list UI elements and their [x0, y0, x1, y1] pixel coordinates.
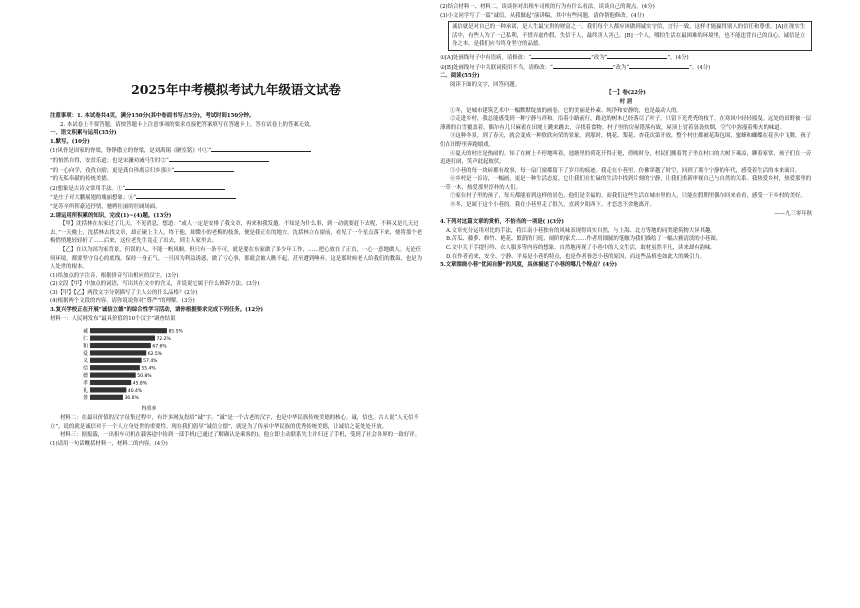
answer-blank[interactable]	[125, 184, 225, 190]
bar	[90, 343, 151, 348]
category-label: 善	[82, 395, 88, 402]
bar	[90, 380, 131, 385]
notice-line-2: 2. 本试卷上不要答题，请按答题卡上注意事项的要求直接把答案填写在答题卡上，答在试卷上的答案无效。	[60, 121, 315, 128]
data-label: 50.8%	[137, 374, 152, 380]
bar	[90, 358, 142, 363]
bar	[90, 373, 136, 378]
q2-item-1: (1)给加点的字注音，根据拼音写出相应的汉字。(3分)	[50, 272, 179, 279]
bar	[90, 395, 123, 400]
article-paragraph: ④夏天的村庄是热闹的。知了在树上不停地叫着，池塘里的荷花开得正艳，傍晚时分，村民们搬着凳子坐在村口的大树下乘凉，聊着家常，孩子们在一旁追逐打闹，笑声此起彼伏。	[440, 150, 812, 166]
q1-line-2: ”的怡然自得，安贫乐道；也是宋濂劝诫马生时②“	[50, 156, 422, 166]
q1-line-3: ”的一心向学，孜孜自励；更是龚自珍离京归乡那④“	[50, 166, 422, 176]
answer-blank[interactable]	[607, 53, 667, 59]
q4-option-b[interactable]: B.苦瓜、藤萝、修竹、艳花、繁荫的门庭、闹阶的家犬……作者用细腻的笔触为我们描绘了一幅古雅清淡的小巷图。	[446, 236, 722, 243]
answer-blank[interactable]	[629, 63, 689, 69]
data-label: 55.4%	[141, 366, 156, 372]
article-paragraph: ②走进乡村，我总能感受到一种宁静与祥和。沿着小路前行，路边的树木已经落尽了叶子，只留下光秃秃的枝丫，在寒风中轻轻摇曳。远处的田野被一层薄薄的白雪覆盖着，偶尔有几只麻雀在田埂上跳来跳去，寻找着食物。村子里的房屋错落有致，屋顶上冒着袅袅炊烟，空气中弥漫着柴火的味道。	[440, 116, 812, 131]
answer-blank[interactable]	[553, 63, 613, 69]
data-label: 40.4%	[127, 389, 143, 394]
article-title: 村 居	[619, 98, 633, 105]
fix-b-line: ②[B]处画线句子中关联词使用不当，请修改：“ ”改为“ ”。(4分)	[440, 64, 711, 71]
category-label: 德	[82, 373, 88, 380]
speech-box: 诚信就是对自己的一种承诺，是人生最宝贵的财富之一。我们每个人都应该做到诚实守信，言行一致，这样才能赢得别人的信任和尊重。[A]在现实生活中，有些人为了一己私利，不惜弄虚作假，失信于人，最终害人害己。[B]一个人，哪怕生活在最困难的环境里，也不能违背自己的良心。诚信是立身之本，是我们应当终身坚守的品德。	[448, 21, 812, 51]
q1-line-5: (2)想象是古诗文常用手法。①“	[50, 184, 422, 194]
q3-item-3: (3)小文同学写了一篇“诚信，从我做起”演讲稿，其中有些问题，请你帮他修改。(4分)	[440, 12, 645, 19]
section2-intro: 阅读下面的文字，回答问题。	[450, 81, 521, 88]
q2-item-4: (4)根据两个文段的内容，请你说说你对“尊严”的理解。(3分)	[50, 298, 195, 305]
data-label: 45.8%	[132, 381, 148, 387]
q2-para-a: 【甲】沈括林在东家过了几天，不见消息，想道：“或人一定是安排了我文章，再来和我发邀。不知是为什么事，到一动就要赶下去呢，不料又是几天过去。”一天晚上，沈括林去找文章，却正碰上主人，终于他，却微小的老梅的枝条，便是我正在的地方。沈括林立在窗前，看见了一个星点落下来，便将那个老梅悄悄地轻轻折了……后来，这位老先生竟走了出去，到主人家里去。	[50, 221, 423, 245]
bar-chart-svg	[78, 325, 208, 411]
category-label: 义	[82, 358, 88, 365]
answer-blank[interactable]	[174, 166, 234, 172]
article-paragraph: ③这种冬景，到了春天，就会变成一种欣欣向荣的景象。到那时，桃花、梨花、杏花次第开放，整个村庄都被花海包围，蜜蜂和蝴蝶在花丛中飞舞，孩子们在田野里奔跑嬉戏。	[440, 133, 812, 148]
q1-line-7: ”是苏辛所挥豪迈抒情，驰骋壮丽的壮阔场面。	[50, 203, 161, 210]
category-label: 孝	[82, 380, 88, 387]
category-label: 诚	[82, 328, 88, 335]
q4-option-d[interactable]: D.在作者看来，安全、宁静、平易是小巷的特点，也是作者眷恋小巷的原因，而这些品格也如此大的吸引力。	[446, 253, 706, 260]
bar	[90, 336, 155, 341]
data-label: 57.4%	[143, 359, 158, 365]
category-label: 仁	[82, 336, 88, 343]
q4-option-c[interactable]: C.文中关于手提行吟、衣人服多等内容的想象，自然地再现了小巷中的人文生活，取材虽然平凡，读来却有韵味。	[446, 245, 716, 252]
bar	[90, 365, 140, 370]
q2-item-3: (3)【甲】【乙】两段文字分别描写了主人公的什么品格？(2分)	[50, 289, 198, 296]
page-title: 2025年中考模拟考试九年级语文试卷	[131, 82, 341, 97]
category-label: 礼	[82, 388, 88, 394]
q1-line-4: ”的无私奉献的传统美德。	[50, 176, 113, 183]
answer-blank[interactable]	[136, 193, 236, 199]
part-title: 【一】卷(22分)	[606, 90, 646, 97]
q3-material-3: 材料三：据报载，一出租车司机在载客途中捡到一部手机(已通过了解确认是乘客的)，他立即主动联系失主并归还了手机，受到了社会各界的一致好评。	[60, 432, 420, 439]
bar	[90, 328, 167, 333]
q3-item-1: (1)请用一句话概括材料一、材料二的内容。(4分)	[50, 441, 168, 448]
bar	[90, 388, 126, 393]
article-date: ——九三零年秋	[774, 210, 812, 217]
notice-line-1: 注意事项：1. 本试卷共4页，满分150分(其中卷面书写占5分)，考试时间150分钟。	[50, 113, 255, 119]
q3-label: 3.复兴学校正在开展“诚信立德”的综合性学习活动，请你根据要求完成下列任务。(12分)	[50, 307, 264, 314]
answer-blank[interactable]	[211, 146, 311, 152]
q1-line-6: ”是庄子对大鹏展翅的瑰丽想象；⑥“	[50, 193, 422, 203]
fix-a-line: ①[A]处画线句子中有语病，请修改：“ ”改为“ ”。(4分)	[440, 54, 689, 61]
data-label: 62.5%	[147, 352, 163, 357]
q4-label: 4.下列对这篇文章的赏析，不恰当的一项是( )(3分)	[440, 219, 564, 226]
section1-heading: 一、语文积累与运用(35分)	[50, 130, 117, 137]
q2-label: 2.请运用所积累的知识，完成(1)~(4)题。(13分)	[50, 212, 172, 219]
data-label: 72.2%	[156, 337, 171, 343]
bar	[90, 351, 146, 356]
data-label: 85.5%	[168, 329, 183, 335]
category-label: 爱	[82, 351, 88, 357]
article-paragraph: ⑤小巷的每一块砖都有故事，每一扇门窗都留下了岁月的痕迹。我走在小巷里，仿佛穿越了时空，回到了那个宁静的年代，感受着生活的本来面目。	[450, 167, 801, 174]
article-paragraph: ①冬，是城市建筑艺术中一幅默默绽放的画卷，它的美丽是朴素、纯净和安静的，也是最动人的。	[450, 107, 682, 114]
q2-para-b: 【乙】在以为国为家背景，但误的人，不能一帆风顺。但只有一条不可，就是要在东家做了多少年工作，……把心放在了正直，一心一意地做人。无论任何环境，都要坚守良心的底线，保持一身正气。一旦因为利益诱惑，做了亏心事，那就会被人瞧不起，甚至遭到唾弃。这是那时候老人给我们的教诲，也是为人处世的根本。	[50, 246, 422, 271]
article-paragraph: ⑥乡村是一首诗，一幅画，更是一种生活态度。它让我们在忙碌的生活中找到片刻的宁静，让我们重新审视自己与自然的关系。我热爱乡村，热爱那里的一草一木，热爱那里淳朴的人们。	[440, 176, 812, 191]
q2-item-2: (2)文段【甲】中加点的词语，写出其在文中的含义，并说说它属于什么修辞方法。(3分)	[50, 281, 260, 288]
category-label: 信	[82, 365, 88, 372]
answer-blank[interactable]	[169, 156, 269, 162]
q1-line-1: (1)风骨是国家的脊梁，铮铮傲立的脊梁，是刘禹锡《陋室铭》中①“	[50, 146, 422, 156]
q3-material-1: 材料一：人民网发布“最具价值的10个汉字”调查结果	[50, 315, 176, 322]
q3-material-2: 材料二：在最具价值的汉字征集过程中，有许多网友投给“诚”字。“诚”是一个古老的汉字，也是中华民族传统美德的核心。诚，信也。古人说“人无信不立”，说的就是诚信对于一个人立身处世的重要性。现在我们倡导“诚信立德”，就是为了传承中华民族的优秀传统美德，让诚信之花处处开放。	[50, 415, 419, 430]
q5-label: 5.文章围绕小巷“优闲自静”的风度，具体描述了小巷的哪几个特点？(4分)	[440, 262, 618, 269]
section2-heading: 二、阅读(55分)	[440, 73, 480, 80]
article-paragraph: ⑧冬，是属于这个小巷的。我在小巷里走了很久，直到夕阳西下，才恋恋不舍地离开。	[450, 202, 655, 209]
q3-item-2: (2)结合材料一、材料二，谈谈你对出租车司机的行为有什么看法，谈谈自己的观点。(4分)	[440, 4, 655, 10]
left-column	[50, 60, 422, 449]
category-label: 和	[82, 343, 88, 350]
right-column	[440, 3, 812, 270]
bar-chart	[78, 325, 422, 411]
notice-block	[50, 112, 422, 129]
q1-label: 1.默写。(10分)	[50, 138, 90, 145]
data-label: 67.6%	[152, 344, 167, 350]
data-label: 36.6%	[124, 396, 139, 402]
x-axis-label: 得票率	[141, 406, 157, 412]
answer-blank[interactable]	[531, 53, 591, 59]
q4-option-a[interactable]: A.文章充分运用对比的手法，将江南小巷独有的风味表现得真实自然，与上海、北方等地的同类建筑物大异其趣。	[446, 227, 716, 234]
article-paragraph: ⑦家在村子里的孩子，每天都能看到这样的景色，他们是幸福的。而我们这些生活在城市里的人，只能在假期里偶尔回来看看，感受一下乡村的美好。	[450, 193, 806, 200]
